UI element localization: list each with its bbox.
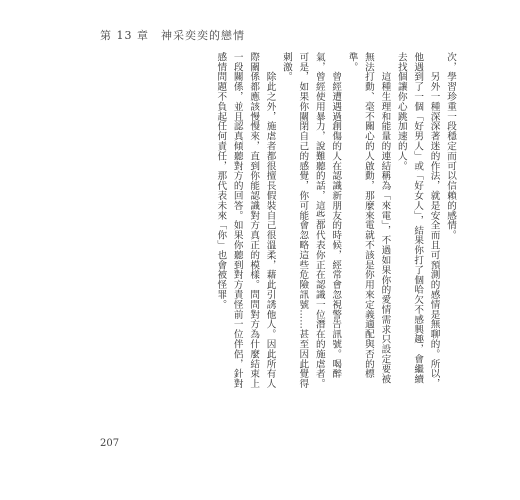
body-text — [212, 52, 458, 392]
running-header: 第 13 章 神采奕奕的戀情 — [100, 29, 245, 42]
paragraph: 次，學習珍重一段穩定而可以信賴的感情。 — [445, 52, 456, 241]
paragraph: 這種生理和能量的連結稱為「來電」，不過如果你的愛情需求只設定要被無法打動、毫不關心的人啟動，那麼來電就不該是你用來定義適配與否的標準。 — [346, 52, 391, 384]
paragraph: 另外一種深深著迷的作法，就是安全而且可預測的感情是無聊的。所以，他遇到了一個「好男人」或「好女人」，結果你打了個哈欠不感興趣，會繼續去找個讓你心跳加速的人。 — [395, 52, 440, 389]
paragraph: 曾經遭遇過創傷的人在認識新朋友的時候，經常會忽視警告訊號。喝醉氣，曾經使用暴力，說難聽的話，這些都代表你正在認識一位潛在的施虐者。可是，如果你關閉自己的感覺，你可能會忽略這些危險訊號……甚至因此覺得刺激。 — [280, 52, 342, 389]
page-number: 207 — [100, 438, 120, 449]
paragraph: 除此之外，施虐者都很擅長假裝自己很溫柔，藉此引誘他人。因此所有人際關係都應該慢慢來，直到你能認識對方真正的模樣。問問對方為什麼結束上一段關係，並且認真傾聽對方的回答。如果你聽到對方責怪前一位伴侶，針對感情問題不負起任何責任，那代表未來「你」也會被怪罪。 — [215, 52, 276, 389]
